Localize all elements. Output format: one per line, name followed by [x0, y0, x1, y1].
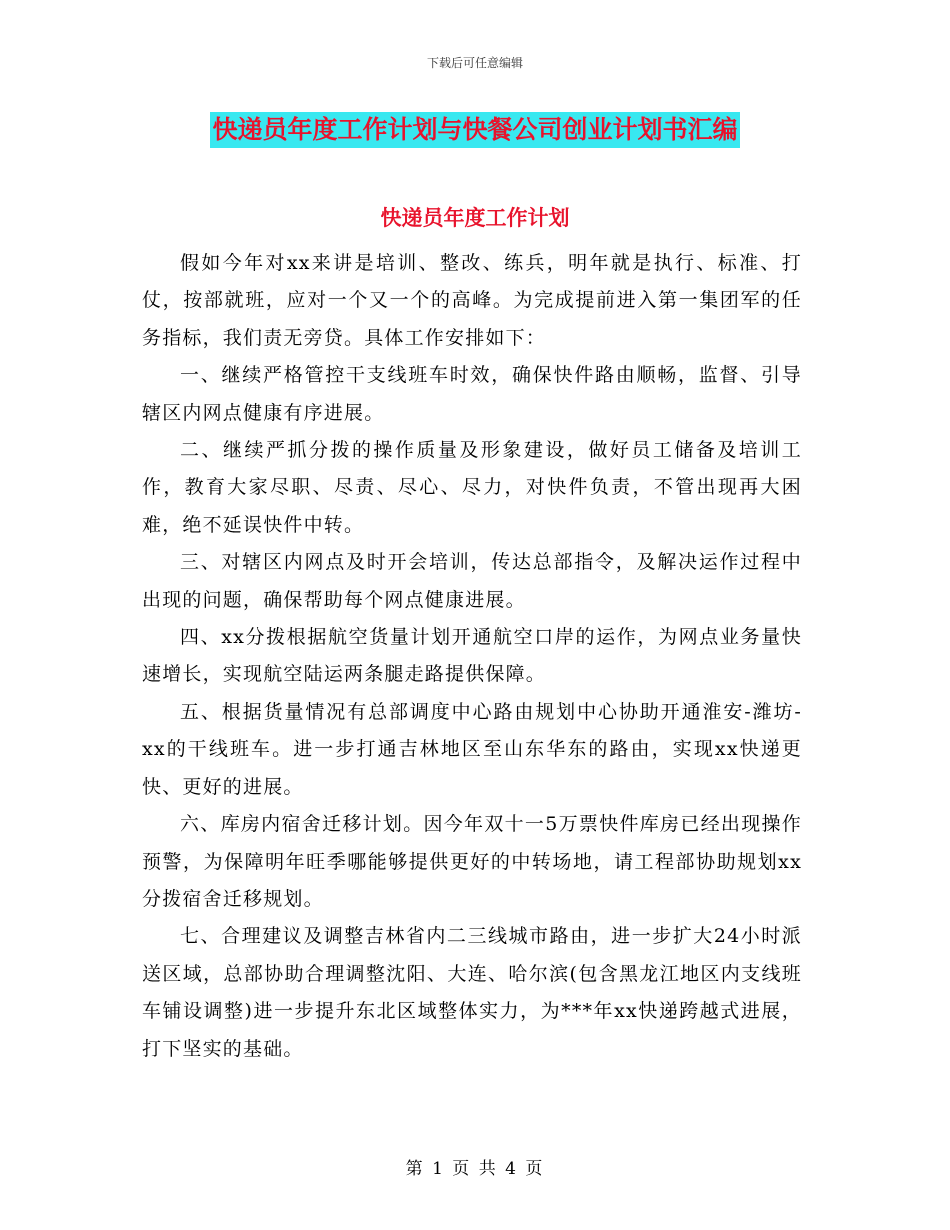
paragraph-item-4: 四、xx分拨根据航空货量计划开通航空口岸的运作，为网点业务量快速增长，实现航空陆运两条腿走路提供保障。: [142, 626, 802, 686]
paragraph-item-7: 七、合理建议及调整吉林省内二三线城市路由，进一步扩大24小时派送区域，总部协助合理调整沈阳、大连、哈尔滨(包含黑龙江地区内支线班车铺设调整)进一步提升东北区域整体实力，为***年xx快递跨越式进展，打下坚实的基础。: [142, 925, 802, 1060]
doc-title-container: [0, 112, 950, 148]
paragraph-item-2: 二、继续严抓分拨的操作质量及形象建设，做好员工储备及培训工作，教育大家尽职、尽责、尽心、尽力，对快件负责，不管出现再大困难，绝不延误快件中转。: [142, 439, 802, 536]
paragraph-item-1: 一、继续严格管控干支线班车时效，确保快件路由顺畅，监督、引导辖区内网点健康有序进展。: [142, 364, 802, 424]
paragraph-item-6: 六、库房内宿舍迁移计划。因今年双十一5万票快件库房已经出现操作预警，为保障明年旺季哪能够提供更好的中转场地，请工程部协助规划xx分拨宿舍迁移规划。: [142, 813, 802, 910]
body-text: [142, 245, 802, 1068]
section-title: 快递员年度工作计划: [380, 206, 570, 230]
page-footer: 第 1 页 共 4 页: [405, 1159, 545, 1179]
paragraph-intro: 假如今年对xx来讲是培训、整改、练兵，明年就是执行、标准、打仗，按部就班，应对一个又一个的高峰。为完成提前进入第一集团军的任务指标，我们责无旁贷。具体工作安排如下：: [142, 252, 802, 349]
header-note: 下载后可任意编辑: [426, 56, 523, 70]
doc-title: 快递员年度工作计划与快餐公司创业计划书汇编: [210, 112, 739, 148]
paragraph-item-3: 三、对辖区内网点及时开会培训，传达总部指令，及解决运作过程中出现的问题，确保帮助每个网点健康进展。: [142, 551, 802, 611]
paragraph-item-5: 五、根据货量情况有总部调度中心路由规划中心协助开通淮安-潍坊-xx的干线班车。进一步打通吉林地区至山东华东的路由，实现xx快递更快、更好的进展。: [142, 700, 802, 798]
